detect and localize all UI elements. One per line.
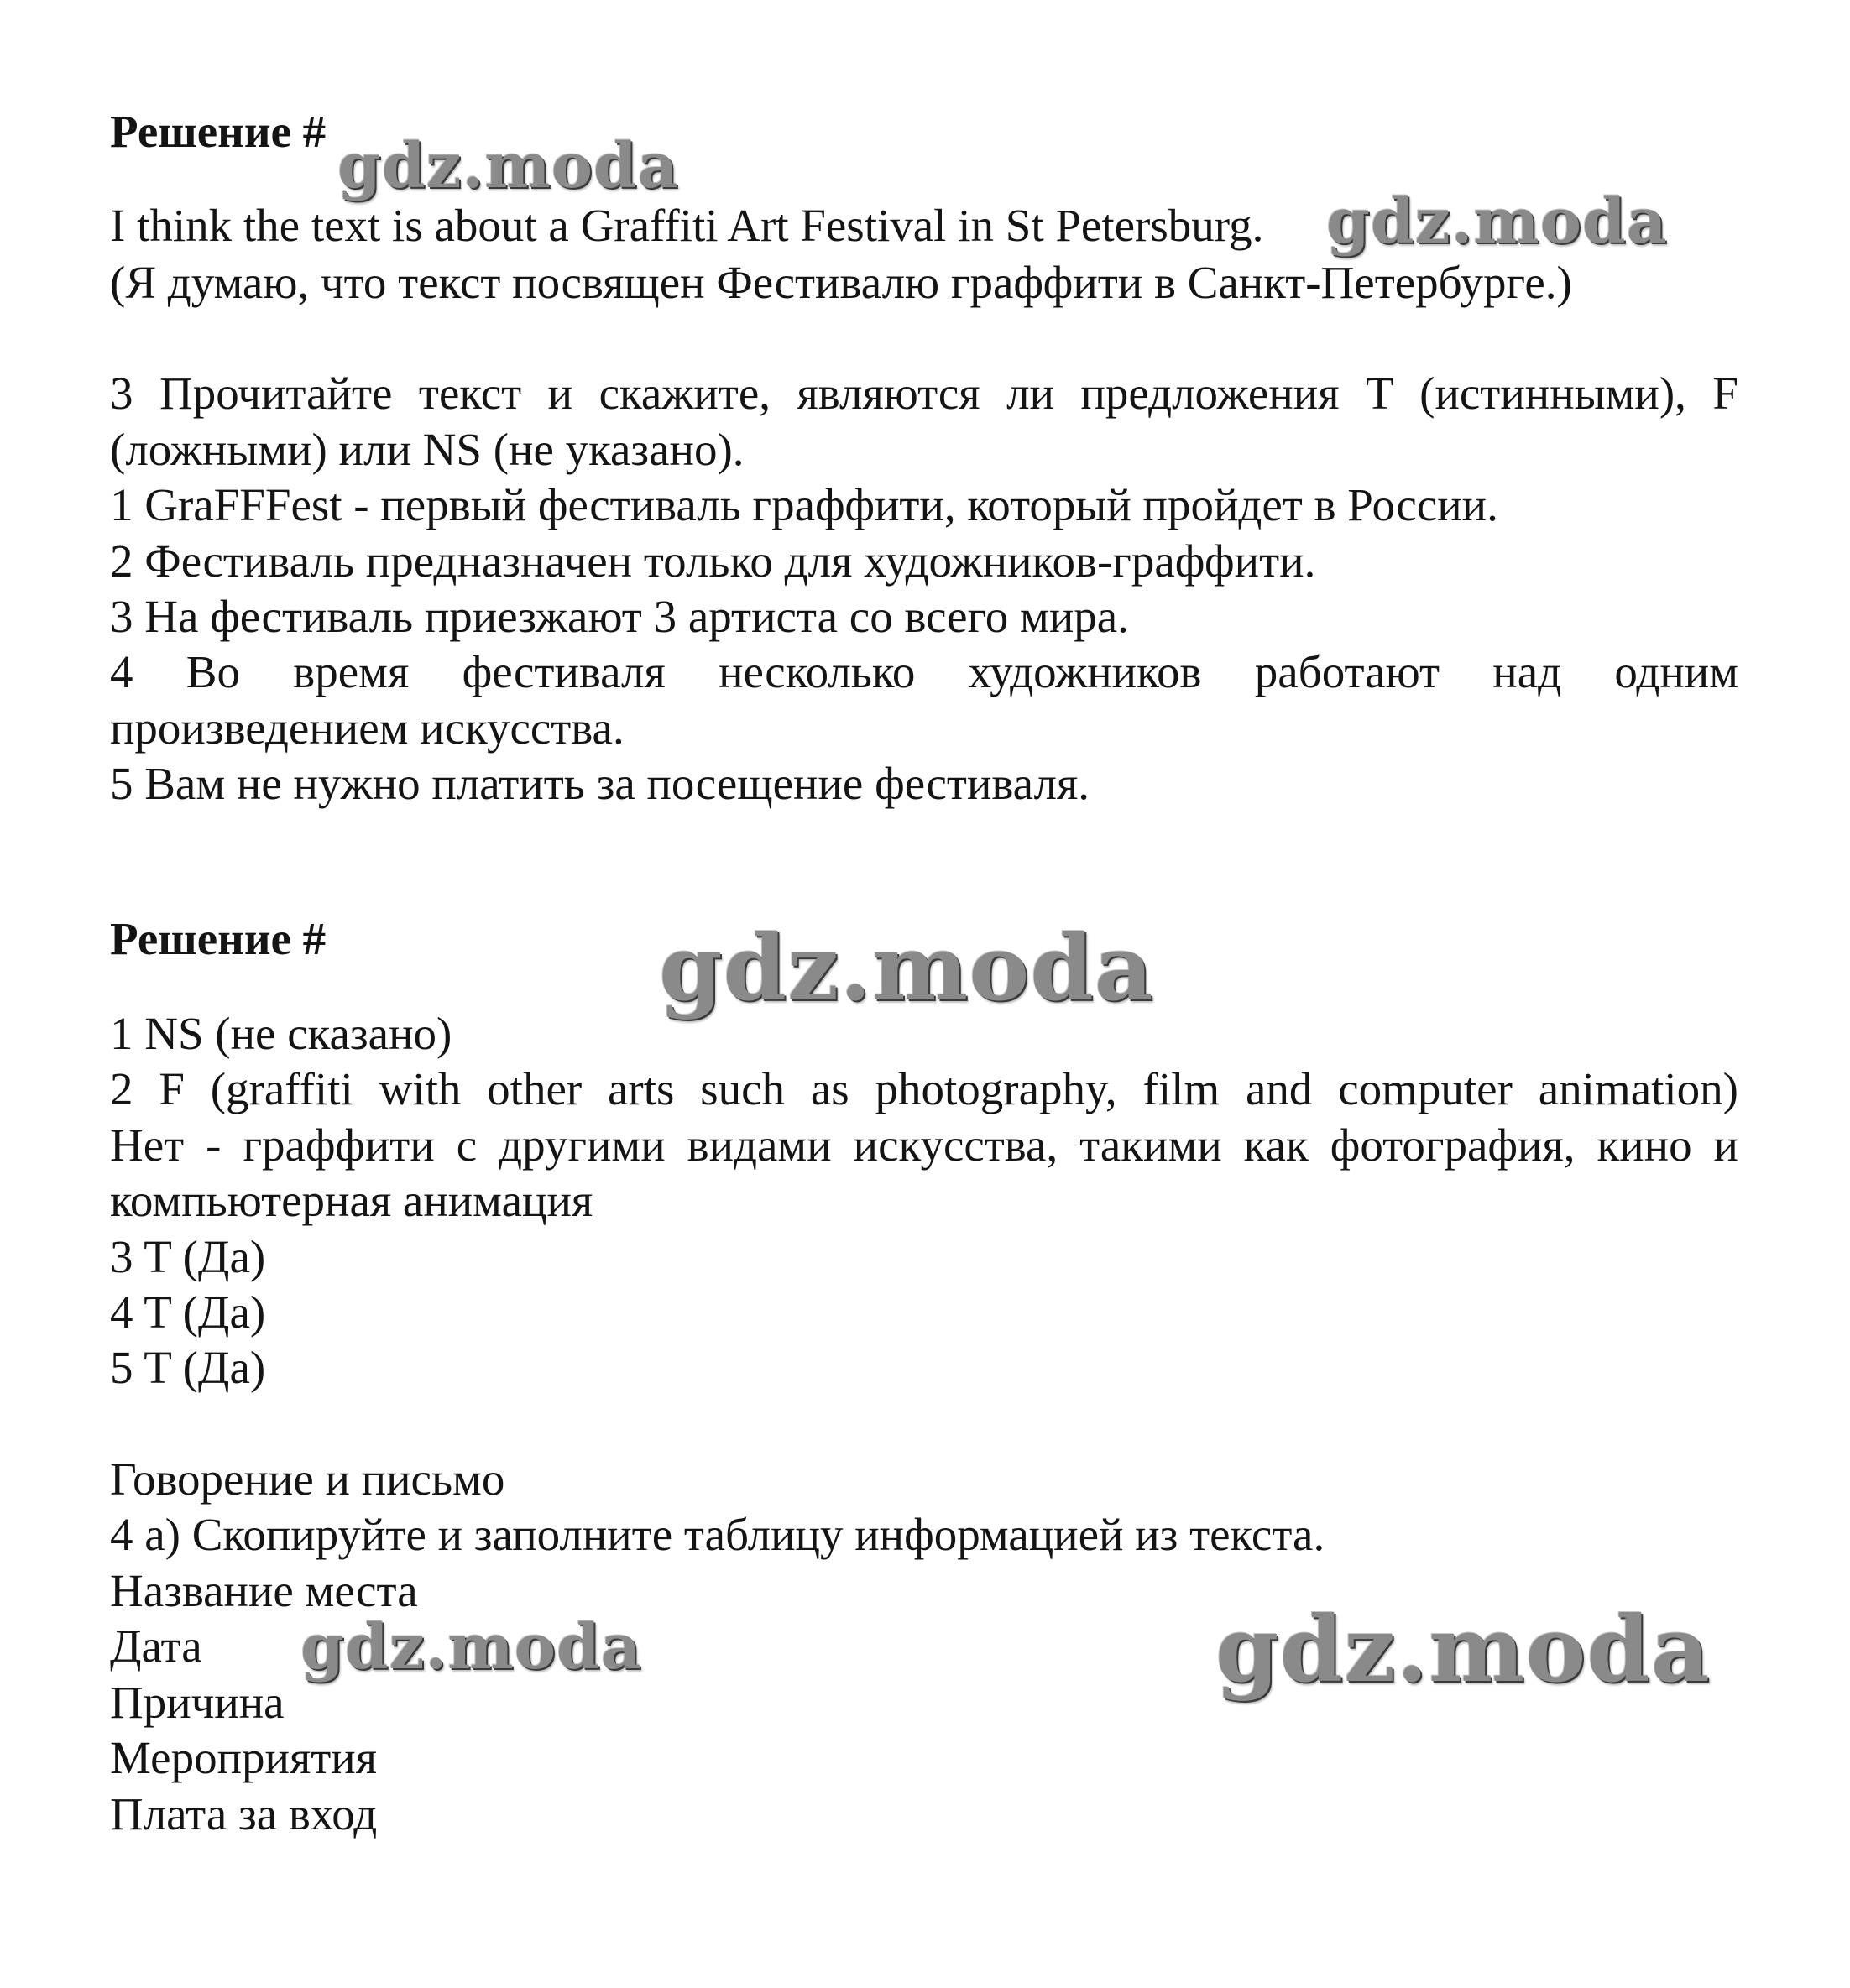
watermark: gdz.moda	[337, 130, 679, 202]
answer-item: 2 F (graffiti with other arts such as photography, film and computer animation)	[110, 1063, 1738, 1114]
task3-item: 5 Вам не нужно платить за посещение фестиваля.	[110, 758, 1090, 809]
watermark: gdz.moda	[659, 916, 1154, 1021]
task3-item: 2 Фестиваль предназначен только для художников-граффити.	[110, 535, 1316, 587]
answer-russian: (Я думаю, что текст посвящен Фестивалю граффити в Санкт-Петербурге.)	[110, 257, 1572, 308]
section-title: Говорение и письмо	[110, 1453, 505, 1505]
table-row-label: Мероприятия	[110, 1732, 378, 1783]
answer-item: 5 T (Да)	[110, 1342, 266, 1393]
answer-item-translation: Нет - граффити с другими видами искусства, такими как фотография, кино и	[110, 1119, 1738, 1171]
task3-prompt-line1: 3 Прочитайте текст и скажите, являются ли предложения T (истинными), F	[110, 368, 1738, 419]
solution-heading-2: Решение #	[110, 913, 327, 964]
watermark: gdz.moda	[300, 1611, 642, 1683]
task3-item-continuation: произведением искусства.	[110, 702, 625, 754]
task3-item: 1 GraFFFest - первый фестиваль граффити, который пройдет в России.	[110, 479, 1498, 530]
answer-item: 4 T (Да)	[110, 1286, 266, 1338]
answer-item-translation-cont: компьютерная анимация	[110, 1175, 593, 1226]
table-row-label: Причина	[110, 1677, 285, 1728]
task4-prompt: 4 a) Скопируйте и заполните таблицу информацией из текста.	[110, 1509, 1325, 1560]
table-row-label: Название места	[110, 1565, 418, 1616]
answer-english: I think the text is about a Graffiti Art Festival in St Petersburg.	[110, 200, 1264, 251]
watermark: gdz.moda	[1215, 1597, 1711, 1703]
task3-item: 4 Во время фестиваля несколько художников работают над одним	[110, 646, 1738, 697]
solution-heading-1: Решение #	[110, 106, 327, 157]
task3-item: 3 На фестиваль приезжают 3 артиста со всего мира.	[110, 591, 1129, 642]
task3-prompt-line2: (ложными) или NS (не указано).	[110, 424, 745, 475]
answer-item: 1 NS (не сказано)	[110, 1008, 452, 1059]
answer-item: 3 T (Да)	[110, 1231, 266, 1282]
table-row-label: Дата	[110, 1620, 202, 1672]
table-row-label: Плата за вход	[110, 1788, 378, 1839]
watermark: gdz.moda	[1326, 185, 1668, 258]
